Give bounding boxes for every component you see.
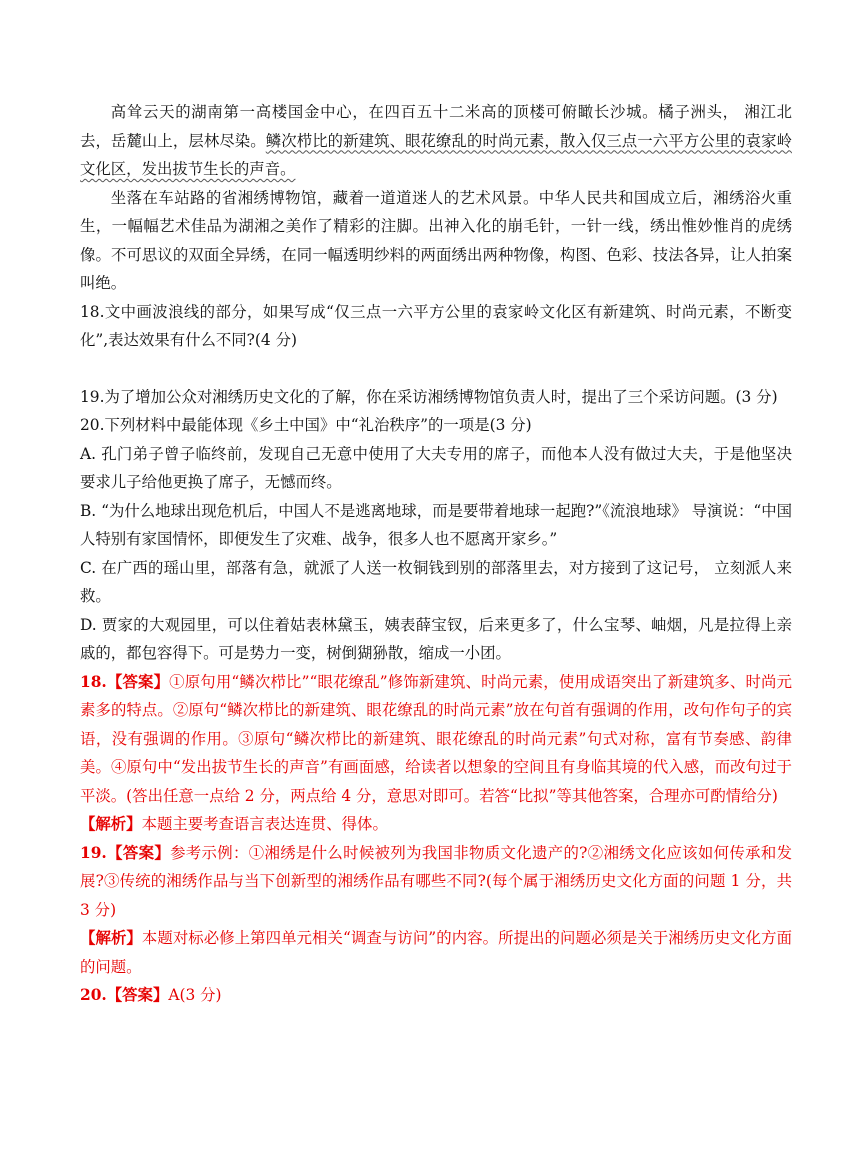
answer-19-label: 19.【答案】 (80, 843, 171, 862)
answer-space (80, 355, 792, 383)
option-b: B. “为什么地球出现危机后，中国人不是逃离地球，而是要带着地球一起跑?”《流浪地球》 导演说：“中国人特别有家国情怀，即便发生了灾难、战争，很多人也不愿离开家乡。” (80, 501, 792, 548)
answer-18 (80, 668, 792, 811)
analysis-18-text: 本题主要考查语言表达连贯、得体。 (141, 815, 388, 833)
option-d: D. 贾家的大观园里，可以住着姑表林黛玉，姨表薛宝钗，后来更多了，什么宝琴、岫烟，凡是拉得上亲戚的，都包容得下。可是势力一变，树倒猢狲散，缩成一小团。 (80, 615, 792, 662)
document-page (80, 98, 792, 1010)
passage-paragraph-1 (80, 98, 792, 184)
passage-paragraph-1-lead: 高耸云天的湖南第一高楼国金中心，在四百五十二米高的顶楼可俯瞰长沙城。橘子洲头， 湘江北去，岳麓山上，层林尽染。 (80, 103, 792, 150)
analysis-19-label: 【解析】 (80, 929, 142, 947)
answer-20 (80, 981, 792, 1010)
answer-19-text: 参考示例：①湘绣是什么时候被列为我国非物质文化遗产的?②湘绣文化应该如何传承和发展?③传统的湘绣作品与当下创新型的湘绣作品有哪些不同?(每个属于湘绣历史文化方面的问题 1 分，共 3 分) (80, 843, 792, 919)
answer-19 (80, 839, 792, 925)
analysis-19 (80, 924, 792, 981)
answer-18-label: 18.【答案】 (80, 672, 170, 691)
answer-20-text: A(3 分) (168, 986, 222, 1004)
question-20: 20.下列材料中最能体现《乡土中国》中“礼治秩序”的一项是(3 分) (80, 416, 532, 434)
analysis-18-label: 【解析】 (80, 815, 142, 833)
wavy-underlined-sentence: 鳞次栉比的新建筑、眼花缭乱的时尚元素，散入仅三点一六平方公里的袁家岭文化区，发出拔节生长的声音。 (80, 131, 792, 178)
analysis-19-text: 本题对标必修上第四单元相关“调查与访问”的内容。所提出的问题必须是关于湘绣历史文化方面的问题。 (80, 929, 792, 976)
passage-paragraph-2: 坐落在车站路的省湘绣博物馆，藏着一道道迷人的艺术风景。中华人民共和国成立后，湘绣浴火重生，一幅幅艺术佳品为湖湘之美作了精彩的注脚。出神入化的崩毛针，一针一线，绣出惟妙惟肖的虎绣像。不可思议的双面全异绣，在同一幅透明纱料的两面绣出两种物像，构图、色彩、技法各异，让人拍案叫绝。 (80, 188, 792, 292)
analysis-18 (80, 810, 792, 839)
question-19: 19.为了增加公众对湘绣历史文化的了解，你在采访湘绣博物馆负责人时，提出了三个采访问题。(3 分) (80, 387, 778, 406)
answer-18-text: ①原句用“鳞次栉比”“眼花缭乱”修饰新建筑、时尚元素，使用成语突出了新建筑多、时尚元素多的特点。②原句“鳞次栉比的新建筑、眼花缭乱的时尚元素”放在句首有强调的作用，改句作句子的宾语，没有强调的作用。③原句“鳞次栉比的新建筑、眼花缭乱的时尚元素”句式对称，富有节奏感、韵律美。④原句中“发出拔节生长的声音”有画面感，给读者以想象的空间且有身临其境的代入感，而改句过于平淡。(答出任意一点给 2 分，两点给 4 分，意思对即可。若答“比拟”等其他答案，合理亦可酌情给分) (80, 672, 792, 805)
question-18: 18.文中画波浪线的部分，如果写成“仅三点一六平方公里的袁家岭文化区有新建筑、时尚元素，不断变化”,表达效果有什么不同?(4 分) (80, 302, 792, 349)
answer-20-label: 20.【答案】 (80, 986, 169, 1004)
option-a: A. 孔门弟子曾子临终前，发现自己无意中使用了大夫专用的席子，而他本人没有做过大夫，于是他坚决要求儿子给他更换了席子，无憾而终。 (80, 444, 792, 491)
option-c: C. 在广西的瑶山里，部落有急，就派了人送一枚铜钱到别的部落里去，对方接到了这记号， 立刻派人来救。 (80, 558, 792, 605)
